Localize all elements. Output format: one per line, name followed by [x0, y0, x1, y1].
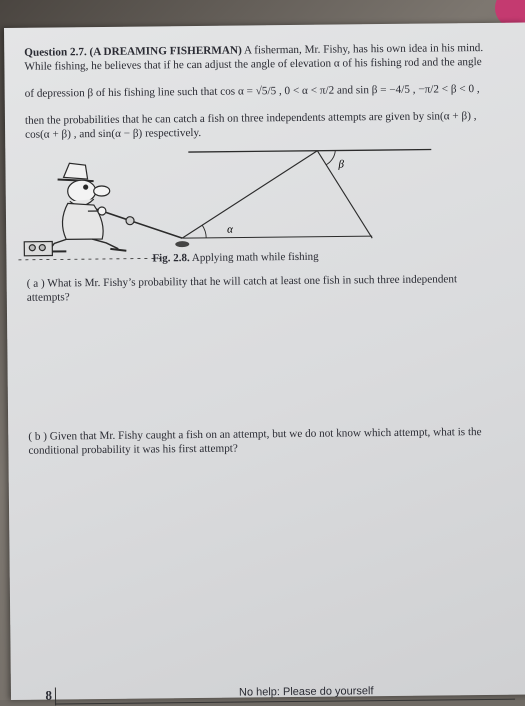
page-number: 8: [34, 687, 56, 705]
footer-note: No help: Please do yourself: [238, 685, 374, 699]
water-surface-line: [188, 150, 431, 153]
figure-caption-text: Applying math while fishing: [191, 250, 319, 265]
alpha-arc: [202, 225, 206, 238]
question-line-2: While fishing, he believes that if he can adjust the angle of elevation α of his fishing rod and the angle: [24, 56, 482, 73]
fish-shape: [175, 241, 189, 247]
question-heading: Question 2.7. (A DREAMING FISHERMAN): [24, 44, 242, 59]
part-b-line-2: conditional probability it was his first attempt?: [28, 442, 238, 457]
fisherman-figure: [5, 135, 525, 270]
question-line-3: of depression β of his fishing line such that cos α = √5/5 , 0 < α < π/2 and sin β = −4/5 , −π/2 < β < 0 ,: [24, 83, 480, 100]
line-to-fish: [317, 150, 372, 239]
fishing-line: [181, 151, 318, 238]
figure-caption: [152, 251, 318, 265]
alpha-label: α: [227, 223, 233, 236]
part-a-line-1: ( a ) What is Mr. Fishy’s probability that he will catch at least one fish in such three independent: [26, 273, 458, 290]
part-a-line-2: attempts?: [26, 291, 70, 304]
question-line-4: then the probabilities that he can catch a fish on three independents attempts are given by sin(α + β) ,: [24, 110, 477, 127]
figure-caption-label: Fig. 2.8.: [152, 252, 190, 265]
question-intro: A fisherman, Mr. Fishy, has his own idea in his mind.: [243, 41, 484, 57]
beta-label: β: [338, 158, 344, 171]
part-b-line-1: ( b ) Given that Mr. Fishy caught a fish on an attempt, but we do not know which attempt, what is the: [28, 426, 482, 443]
question-line-5: cos(α + β) , and sin(α − β) respectively.: [25, 126, 202, 141]
fisherman-drawing: [17, 162, 182, 260]
worksheet-page: [4, 23, 525, 703]
ground-line: [182, 236, 372, 238]
beta-arc: [326, 151, 335, 165]
